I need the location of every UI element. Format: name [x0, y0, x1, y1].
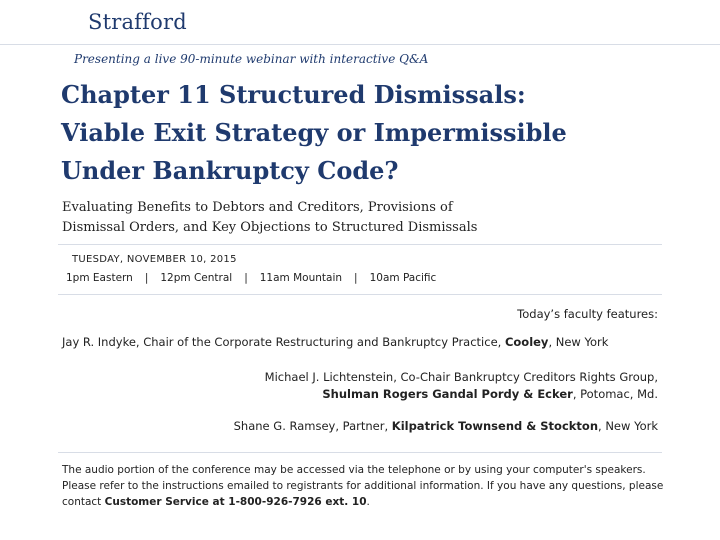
- faculty-member: [265, 369, 658, 403]
- faculty-firm: Kilpatrick Townsend & Stockton: [391, 419, 599, 433]
- webinar-times: [66, 272, 436, 284]
- subtitle-line: Evaluating Benefits to Debtors and Creditors, Provisions of: [62, 200, 453, 215]
- time-mountain: 11am Mountain: [259, 272, 343, 284]
- faculty-member: [234, 418, 658, 435]
- date-divider-bottom: [58, 294, 662, 295]
- date-divider-top: [58, 244, 662, 245]
- strafford-logo: Strafford: [88, 10, 187, 34]
- time-eastern: 1pm Eastern: [66, 272, 133, 284]
- faculty-location: , Potomac, Md.: [572, 387, 658, 401]
- faculty-name-title: Shane G. Ramsey, Partner,: [233, 419, 392, 433]
- time-central: 12pm Central: [160, 272, 233, 284]
- header-divider: [0, 44, 720, 45]
- faculty-name-title: Michael J. Lichtenstein, Co-Chair Bankruptcy Creditors Rights Group,: [264, 370, 658, 384]
- title-line: Under Bankruptcy Code?: [61, 156, 399, 185]
- audio-divider: [58, 452, 662, 453]
- audio-instructions: [62, 462, 672, 510]
- title-line: Viable Exit Strategy or Impermissible: [61, 118, 567, 147]
- faculty-member: [62, 334, 608, 351]
- subtitle-line: Dismissal Orders, and Key Objections to Structured Dismissals: [62, 220, 478, 235]
- title-line: Chapter 11 Structured Dismissals:: [61, 80, 526, 109]
- faculty-location: , New York: [598, 419, 658, 433]
- time-separator: |: [354, 272, 358, 284]
- webinar-tagline: Presenting a live 90-minute webinar with interactive Q&A: [74, 52, 429, 66]
- faculty-name-title: Jay R. Indyke, Chair of the Corporate Restructuring and Bankruptcy Practice,: [62, 335, 505, 349]
- faculty-heading: Today’s faculty features:: [517, 307, 658, 321]
- webinar-title: [61, 76, 567, 190]
- time-separator: |: [144, 272, 149, 284]
- webinar-subtitle: [62, 198, 662, 238]
- time-pacific: 10am Pacific: [369, 272, 437, 284]
- faculty-firm: Shulman Rogers Gandal Pordy & Ecker: [322, 387, 573, 401]
- customer-service-contact: Customer Service at 1-800-926-7926 ext. 10: [104, 496, 367, 508]
- faculty-location: , New York: [548, 335, 609, 349]
- audio-text: The audio portion of the conference may be accessed via the telephone or by using your computer's speakers. Please refer to the instructions emailed to registrants for additional information. If you have any questions, please contact: [62, 464, 664, 508]
- faculty-firm: Cooley: [504, 335, 549, 349]
- audio-text-end: .: [366, 496, 370, 508]
- time-separator: |: [244, 272, 248, 284]
- webinar-date: TUESDAY, NOVEMBER 10, 2015: [72, 254, 237, 265]
